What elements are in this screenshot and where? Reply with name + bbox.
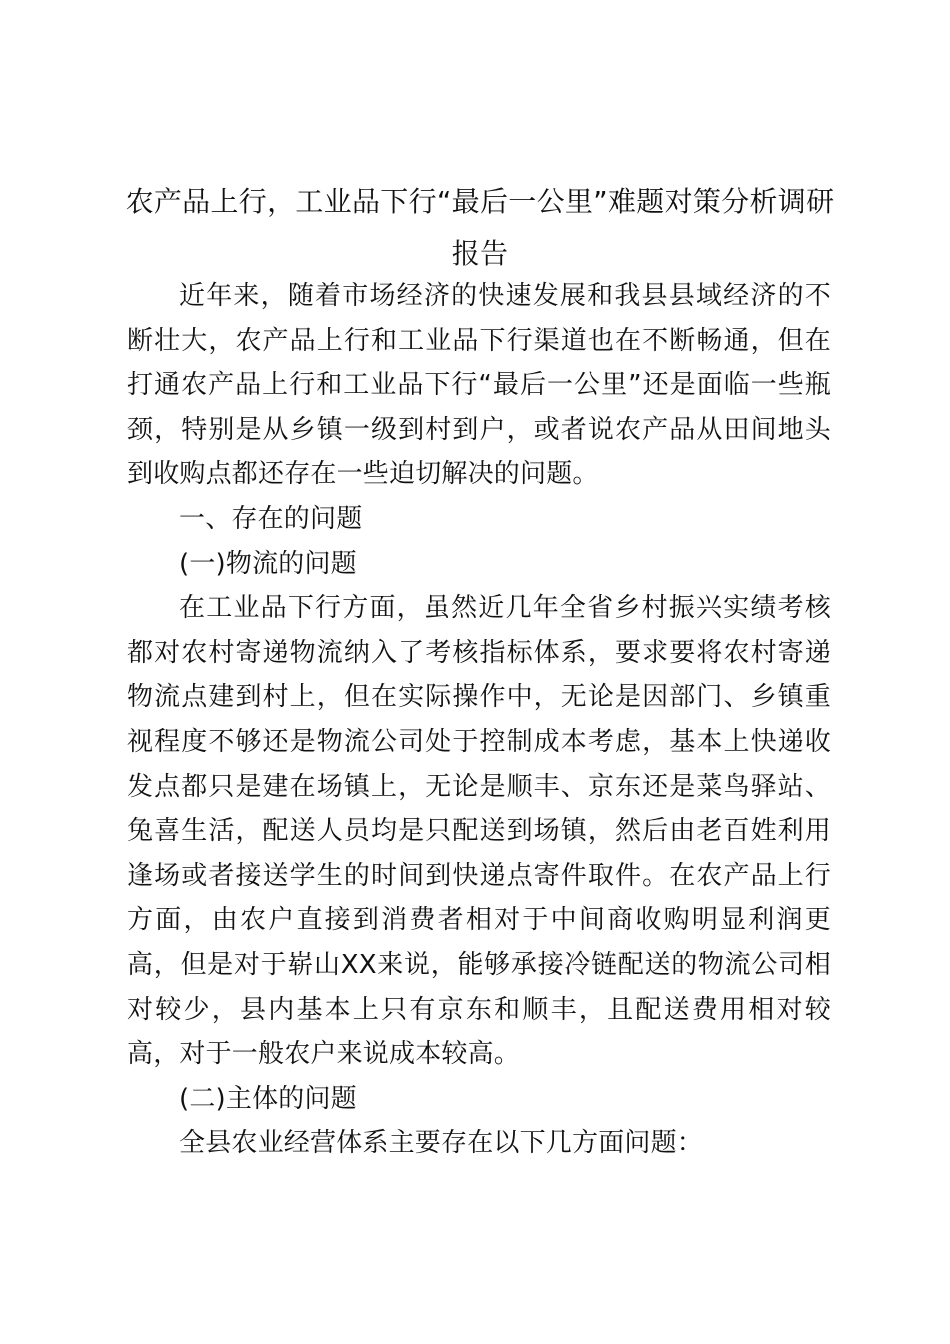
subsection-heading-logistics: (一)物流的问题 bbox=[179, 548, 357, 579]
paragraph-intro: 近年来，随着市场经济的快速发展和我县县域经济的不断壮大，农产品上行和工业品下行渠道也在不断畅通，但在打通农产品上行和工业品下行“最后一公里”还是面临一些瓶颈，特别是从乡镇一级到村到户，或者说农产品从田间地头到收购点都还存在一些迫切解决的问题。 bbox=[127, 281, 831, 490]
paragraph-logistics: 在工业品下行方面，虽然近几年全省乡村振兴实绩考核都对农村寄递物流纳入了考核指标体系，要求要将农村寄递物流点建到村上，但在实际操作中，无论是因部门、乡镇重视程度不够还是物流公司处于控制成本考虑，基本上快递收发点都只是建在场镇上，无论是顺丰、京东还是菜鸟驿站、兔喜生活，配送人员均是只配送到场镇，然后由老百姓利用逢场或者接送学生的时间到快递点寄件取件。在农产品上行方面，由农户直接到消费者相对于中间商收购明显利润更高，但是对于崭山XX来说，能够承接冷链配送的物流公司相对较少，县内基本上只有京东和顺丰，且配送费用相对较高，对于一般农户来说成本较高。 bbox=[127, 593, 831, 1070]
section-heading-problems: 一、存在的问题 bbox=[179, 503, 363, 534]
document-body bbox=[127, 274, 831, 1166]
paragraph-entities-intro: 全县农业经营体系主要存在以下几方面问题： bbox=[179, 1128, 704, 1159]
subsection-heading-entities: (二)主体的问题 bbox=[179, 1083, 357, 1114]
document-title: 农产品上行，工业品下行“最后一公里”难题对策分析调研报告 bbox=[125, 185, 835, 270]
